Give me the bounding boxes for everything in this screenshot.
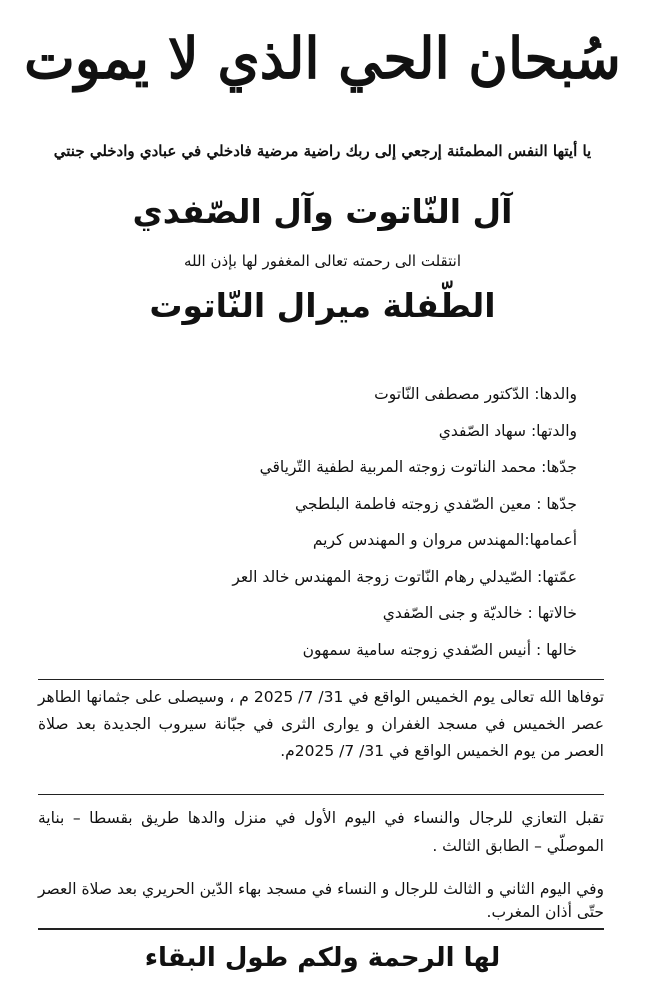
family-names: آل النّاتوت وآل الصّفدي <box>132 192 513 231</box>
condolences-day-one: تقبل التعازي للرجال والنساء في اليوم الأول في منزل والدها طريق بقسطا – بناية الموصلّي – الطابق الثالث . <box>38 809 604 855</box>
funeral-notice: توفاها الله تعالى يوم الخميس الواقع في 31/ 7/ 2025 م ، وسيصلى على جثمانها الطاهر عصر الخميس في مسجد الغفران و يوارى الثرى في جبّانة سيروب الجديدة بعد صلاة العصر من يوم الخميس الواقع في 31/ 7/ 2025م. <box>38 688 605 760</box>
relative-uncles: أعمامها:المهندس مروان و المهندس كريم <box>312 531 577 549</box>
calligraphy-heading: سُبحان الحي الذي لا يموت <box>24 24 621 92</box>
relative-father: والدها: الدّكتور مصطفى النّاتوت <box>374 385 577 403</box>
divider-bottom <box>38 928 604 930</box>
relative-grandfather-maternal: جدّها : معين الصّفدي زوجته فاطمة البلطجي <box>295 494 577 513</box>
divider-middle <box>38 794 604 795</box>
relatives-list <box>57 376 577 668</box>
relative-grandfather-paternal: جدّها: محمد الناتوت زوجته المربية لطفية التّرياقي <box>259 458 577 476</box>
relative-mother: والدتها: سهاد الصّفدي <box>438 421 577 440</box>
relative-aunt-paternal: عمّتها: الصّيدلي رهام النّاتوت زوجة المهندس خالد العر <box>232 567 577 586</box>
divider-top <box>38 679 604 680</box>
death-announcement: انتقلت الى رحمته تعالى المغفور لها بإذن الله <box>183 252 462 270</box>
relative-aunts-maternal: خالاتها : خالديّة و جنى الصّفدي <box>382 604 577 622</box>
quran-verse: يا أيتها النفس المطمئنة إرجعي إلى ربك راضية مرضية فادخلي في عبادي وادخلي جنتي <box>53 142 592 160</box>
condolences-days-two-three: وفي اليوم الثاني و الثالث للرجال و النساء في مسجد بهاء الدّين الحريري بعد صلاة العصر حتّى أذان المغرب. <box>38 880 604 921</box>
deceased-name: الطّفلة ميرال النّاتوت <box>149 286 496 325</box>
closing-phrase: لها الرحمة ولكم طول البقاء <box>144 943 501 973</box>
relative-uncle-maternal: خالها : أنيس الصّفدي زوجته سامية سمهون <box>302 640 577 659</box>
